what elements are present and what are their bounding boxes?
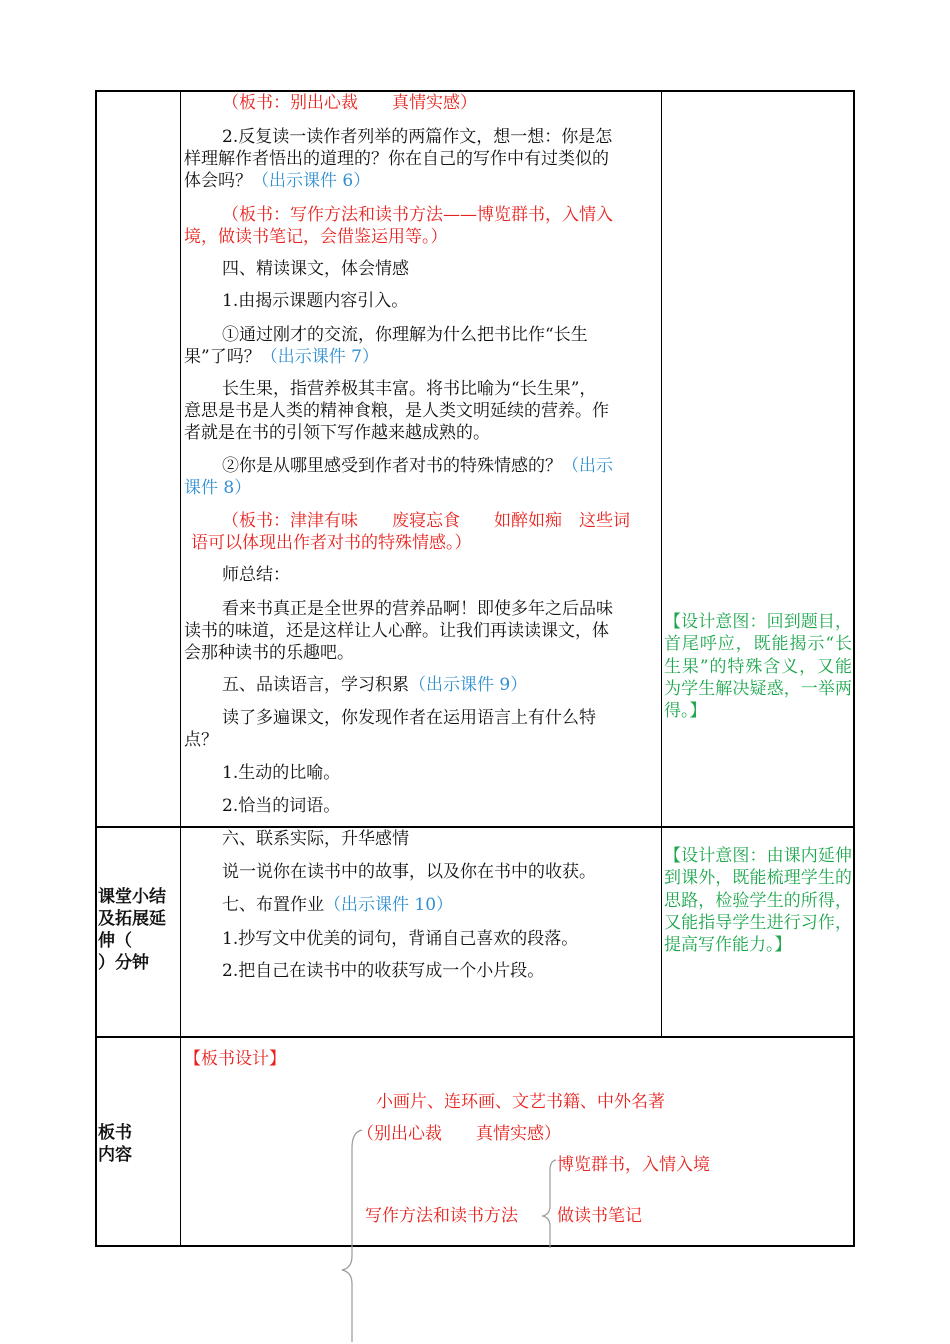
answer-c-1: 1.生动的比喻。	[222, 763, 341, 783]
question-b-text: ②你是从哪里感受到作者对书的特殊情感的？	[222, 456, 562, 476]
section-6-heading: 六、联系实际，升华感情	[222, 829, 409, 849]
question-a-line-2	[184, 346, 379, 368]
board-note-1: （板书：别出心裁 真情实感）	[222, 93, 477, 113]
column-divider-right	[661, 90, 662, 1037]
question-b-line-1	[222, 455, 613, 477]
board-item-books: 小画片、连环画、文艺书籍、中外名著	[376, 1092, 665, 1112]
row-divider-2	[95, 1036, 855, 1038]
summary-line-3: 会那种读书的乐趣吧。	[184, 643, 354, 663]
row-label-summary-line-3: 伸（	[98, 931, 132, 951]
board-note-2-line-2: 境，做读书笔记，会借鉴运用等。）	[184, 227, 448, 247]
discussion-prompt: 说一说你在读书中的故事，以及你在书中的收获。	[222, 862, 596, 882]
step-1: 1.由揭示课题内容引入。	[222, 291, 409, 311]
large-brace-path	[342, 1130, 362, 1342]
board-item-methods: 写作方法和读书方法	[365, 1206, 518, 1226]
row-label-summary-line-4: ）分钟	[98, 953, 149, 973]
courseware-ref-10: （出示课件 10）	[324, 895, 454, 915]
answer-a-line-2: 意思是书是人类的精神食粮，是人类文明延续的营养。作	[184, 401, 609, 421]
row-divider-1	[95, 826, 855, 828]
section-7-text: 七、布置作业	[222, 895, 324, 915]
column-divider-left	[180, 90, 181, 1247]
design-intent-note-2: 【设计意图：由课内延伸到课外，既能梳理学生的思路，检验学生的所得，又能指导学生进行习作，提高写作能力。】	[664, 846, 852, 956]
section-5-heading	[222, 674, 527, 696]
small-brace-icon	[540, 1158, 560, 1250]
courseware-ref-8-part-2: 课件 8）	[184, 478, 252, 498]
row-label-board-line-2: 内容	[98, 1145, 132, 1165]
row-label-board	[98, 1122, 178, 1166]
question-2-line-2: 样理解作者悟出的道理的？你在自己的写作中有过类似的	[184, 149, 609, 169]
courseware-ref-7: （出示课件 7）	[260, 347, 379, 367]
row-label-board-line-1: 板书	[98, 1123, 132, 1143]
board-item-notes: 做读书笔记	[557, 1206, 642, 1226]
design-intent-note-1: 【设计意图：回到题目，首尾呼应，既能揭示“长生果”的特殊含义，又能为学生解决疑惑，一举两得。】	[664, 612, 852, 722]
section-4-heading: 四、精读课文，体会情感	[222, 259, 409, 279]
row-label-summary-line-1: 课堂小结	[98, 887, 166, 907]
question-c-line-2: 点？	[184, 730, 218, 750]
teacher-summary-label: 师总结：	[222, 565, 290, 585]
board-note-3-line-2: 语可以体现出作者对书的特殊情感。）	[191, 533, 472, 553]
courseware-ref-6: （出示课件 6）	[252, 171, 371, 191]
question-c-line-1: 读了多遍课文，你发现作者在运用语言上有什么特	[222, 708, 596, 728]
homework-2: 2.把自己在读书中的收获写成一个小片段。	[222, 961, 545, 981]
board-note-2-line-1: （板书：写作方法和读书方法——博览群书，入情入	[222, 205, 613, 225]
row-label-summary-line-2: 及拓展延	[98, 909, 166, 929]
question-a-line-1: ①通过刚才的交流，你理解为什么把书比作“长生	[222, 325, 588, 345]
homework-1: 1.抄写文中优美的词句，背诵自己喜欢的段落。	[222, 929, 579, 949]
question-a-text: 果”了吗？	[184, 347, 261, 367]
summary-line-1: 看来书真正是全世界的营养品啊！即使多年之后品味	[222, 599, 613, 619]
question-2-line-3	[184, 170, 370, 192]
question-2-line-1: 2.反复读一读作者列举的两篇作文，想一想：你是怎	[222, 127, 613, 147]
large-brace-icon	[338, 1128, 368, 1344]
summary-line-2: 读书的味道，还是这样让人心醉。让我们再读读课文，体	[184, 621, 609, 641]
board-item-feelings: （别出心裁 真情实感）	[357, 1124, 561, 1144]
courseware-ref-8-part-1: （出示	[562, 456, 613, 476]
courseware-ref-9: （出示课件 9）	[409, 675, 528, 695]
answer-a-line-1: 长生果，指营养极其丰富。将书比喻为“长生果”，	[222, 379, 597, 399]
board-note-3-line-1: （板书：津津有味 废寝忘食 如醉如痴 这些词	[222, 511, 630, 531]
board-design-title: 【板书设计】	[184, 1049, 286, 1069]
question-2-text: 体会吗？	[184, 171, 252, 191]
answer-c-2: 2.恰当的词语。	[222, 796, 341, 816]
section-5-text: 五、品读语言，学习积累	[222, 675, 409, 695]
small-brace-path	[543, 1160, 556, 1248]
row-label-summary	[98, 886, 178, 974]
board-item-reading-widely: 博览群书，入情入境	[557, 1155, 710, 1175]
answer-a-line-3: 者就是在书的引领下写作越来越成熟的。	[184, 423, 490, 443]
section-7-heading	[222, 894, 453, 916]
